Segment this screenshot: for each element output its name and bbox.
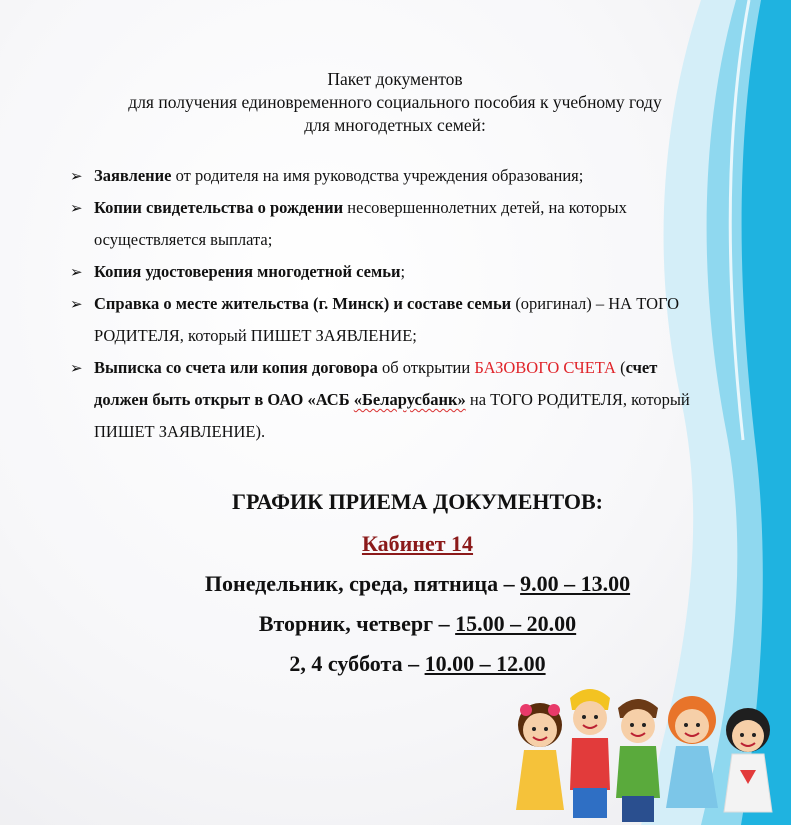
bank-name: «Беларусбанк» xyxy=(353,390,466,409)
child-figure xyxy=(570,689,610,818)
documents-list xyxy=(70,160,710,448)
arrow-bullet-icon: ➢ xyxy=(70,295,83,313)
header-line-3: для многодетных семей: xyxy=(304,115,486,135)
room-number: Кабинет 14 xyxy=(361,531,474,556)
schedule-section xyxy=(60,482,775,684)
list-item: ➢ Заявление от родителя на имя руководства учреждения образования; xyxy=(70,160,710,192)
child-figure xyxy=(616,699,660,822)
arrow-bullet-icon: ➢ xyxy=(70,263,83,281)
list-item: ➢ Копия удостоверения многодетной семьи; xyxy=(70,256,710,288)
schedule-row: Понедельник, среда, пятница – 9.00 – 13.00 xyxy=(204,571,631,596)
arrow-bullet-icon: ➢ xyxy=(70,359,83,377)
schedule-row: Вторник, четверг – 15.00 – 20.00 xyxy=(258,611,577,636)
schedule-time: 10.00 – 12.00 xyxy=(424,651,546,676)
list-item: ➢ Справка о месте жительства (г. Минск) и составе семьи (оригинал) – НА ТОГО РОДИТЕЛЯ, который ПИШЕТ ЗАЯВЛЕНИЕ; xyxy=(70,288,710,352)
schedule-row: 2, 4 суббота – 10.00 – 12.00 xyxy=(289,651,546,676)
child-figure xyxy=(516,703,564,810)
document-header xyxy=(60,68,730,137)
basic-account-highlight: БАЗОВОГО СЧЕТА xyxy=(474,358,616,377)
arrow-bullet-icon: ➢ xyxy=(70,199,83,217)
header-line-2: для получения единовременного социального пособия к учебному году xyxy=(128,92,662,112)
list-item: ➢ Выписка со счета или копия договора об открытии БАЗОВОГО СЧЕТА (счет должен быть открыт в ОАО «АСБ «Беларусбанк» на ТОГО РОДИТЕЛЯ, который ПИШЕТ ЗАЯВЛЕНИЕ). xyxy=(70,352,710,448)
schedule-time: 9.00 – 13.00 xyxy=(520,571,631,596)
cartoon-children-illustration xyxy=(510,680,791,825)
schedule-time: 15.00 – 20.00 xyxy=(455,611,577,636)
arrow-bullet-icon: ➢ xyxy=(70,167,83,185)
schedule-title: ГРАФИК ПРИЕМА ДОКУМЕНТОВ: xyxy=(231,489,604,514)
child-figure xyxy=(666,696,718,808)
child-figure xyxy=(724,708,772,812)
list-item: ➢ Копии свидетельства о рождении несовершеннолетних детей, на которых осуществляется выплата; xyxy=(70,192,710,256)
header-line-1: Пакет документов xyxy=(327,69,463,89)
